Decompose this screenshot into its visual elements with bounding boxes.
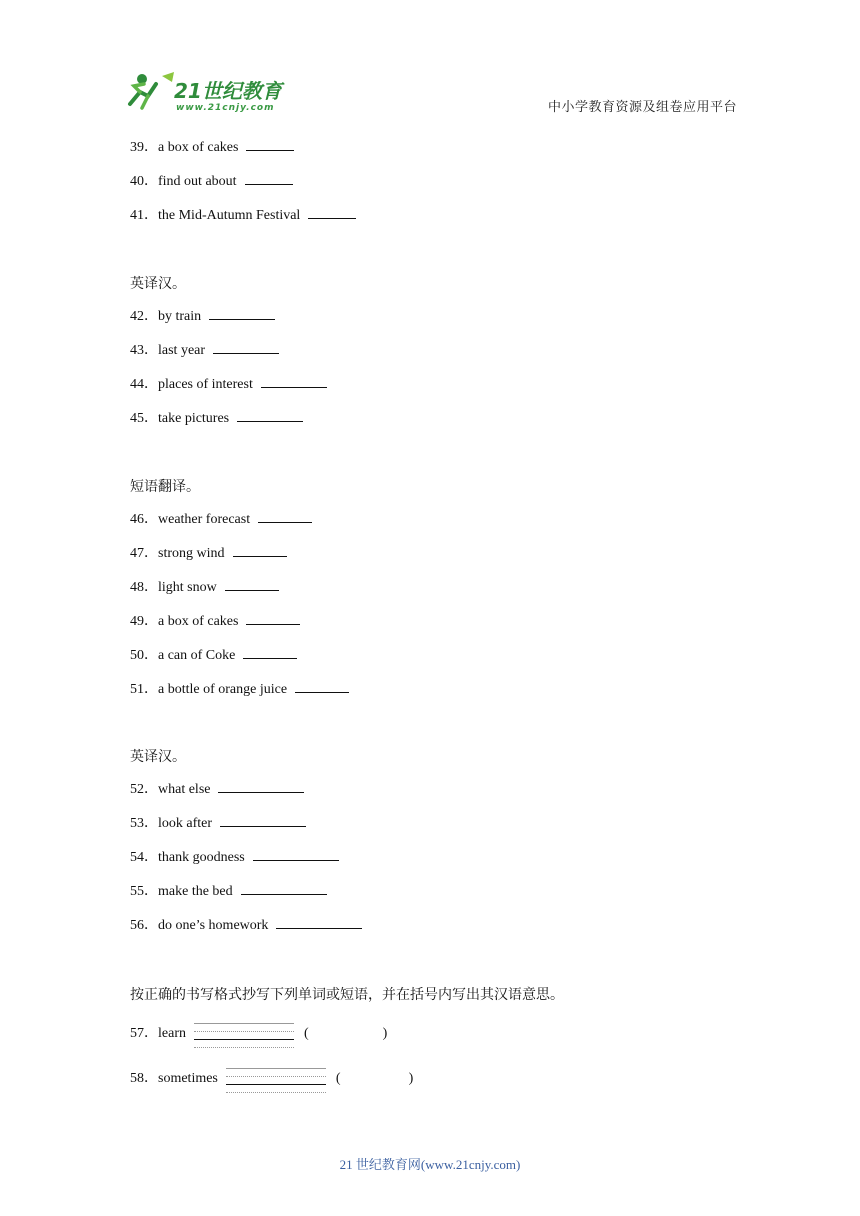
- answer-blank[interactable]: [276, 916, 362, 929]
- handwriting-lines[interactable]: [194, 1023, 294, 1049]
- section-heading: 按正确的书写格式抄写下列单词或短语，并在括号内写出其汉语意思。: [130, 987, 564, 1003]
- question-53: [130, 814, 306, 833]
- question-number: 47．: [130, 546, 158, 561]
- question-55: [130, 882, 327, 901]
- question-41: [130, 206, 356, 225]
- question-text: the Mid-Autumn Festival: [158, 208, 301, 223]
- question-number: 42．: [130, 309, 158, 324]
- question-48: [130, 578, 279, 597]
- question-number: 55．: [130, 884, 158, 899]
- answer-blank[interactable]: [233, 544, 287, 557]
- question-number: 53．: [130, 816, 158, 831]
- answer-blank[interactable]: [308, 206, 356, 219]
- question-text: make the bed: [158, 884, 233, 899]
- question-44: [130, 375, 327, 394]
- question-text: by train: [158, 309, 202, 324]
- answer-blank[interactable]: [241, 882, 327, 895]
- runner-logo-icon: [122, 70, 292, 116]
- open-paren: (: [335, 1071, 341, 1086]
- question-number: 54．: [130, 850, 158, 865]
- question-text: places of interest: [158, 377, 253, 392]
- question-number: 56．: [130, 918, 158, 933]
- question-text: take pictures: [158, 411, 230, 426]
- question-number: 39．: [130, 140, 158, 155]
- section-heading: 英译汉。: [130, 276, 186, 292]
- answer-blank[interactable]: [246, 138, 294, 151]
- section-heading: 短语翻译。: [130, 479, 200, 495]
- question-number: 46．: [130, 512, 158, 527]
- question-text: do one’s homework: [158, 918, 269, 933]
- answer-blank[interactable]: [237, 409, 303, 422]
- question-text: a bottle of orange juice: [158, 682, 288, 697]
- question-number: 58．: [130, 1071, 158, 1086]
- meaning-blank[interactable]: [341, 1070, 409, 1082]
- question-40: [130, 172, 293, 191]
- question-43: [130, 341, 279, 360]
- question-text: find out about: [158, 174, 237, 189]
- question-number: 51．: [130, 682, 158, 697]
- answer-blank[interactable]: [258, 510, 312, 523]
- close-paren: ): [382, 1026, 388, 1041]
- page-header: [0, 0, 860, 130]
- question-text: a box of cakes: [158, 614, 239, 629]
- question-49: [130, 612, 300, 631]
- question-45: [130, 409, 303, 428]
- question-text: sometimes: [158, 1071, 218, 1086]
- question-58: [130, 1068, 413, 1094]
- question-51: [130, 680, 349, 699]
- question-number: 41．: [130, 208, 158, 223]
- platform-name: 中小学教育资源及组卷应用平台: [548, 100, 738, 115]
- logo-url: www.21cnjy.com: [176, 103, 275, 113]
- question-text: learn: [158, 1026, 186, 1041]
- question-text: strong wind: [158, 546, 225, 561]
- question-47: [130, 544, 287, 563]
- answer-blank[interactable]: [246, 612, 300, 625]
- question-50: [130, 646, 297, 665]
- question-text: a can of Coke: [158, 648, 236, 663]
- question-number: 44．: [130, 377, 158, 392]
- question-text: thank goodness: [158, 850, 245, 865]
- question-42: [130, 307, 275, 326]
- question-56: [130, 916, 362, 935]
- question-number: 50．: [130, 648, 158, 663]
- question-54: [130, 848, 339, 867]
- question-number: 52．: [130, 782, 158, 797]
- handwriting-lines[interactable]: [226, 1068, 326, 1094]
- page-footer: 21 世纪教育网(www.21cnjy.com): [339, 1157, 521, 1172]
- answer-blank[interactable]: [225, 578, 279, 591]
- answer-blank[interactable]: [253, 848, 339, 861]
- question-text: look after: [158, 816, 213, 831]
- question-46: [130, 510, 312, 529]
- open-paren: (: [303, 1026, 309, 1041]
- answer-blank[interactable]: [209, 307, 275, 320]
- answer-blank[interactable]: [243, 646, 297, 659]
- meaning-blank[interactable]: [309, 1025, 383, 1037]
- question-number: 40．: [130, 174, 158, 189]
- question-number: 49．: [130, 614, 158, 629]
- answer-blank[interactable]: [213, 341, 279, 354]
- logo-text: 21世纪教育: [174, 79, 282, 103]
- section-heading: 英译汉。: [130, 749, 186, 765]
- question-text: weather forecast: [158, 512, 251, 527]
- question-number: 45．: [130, 411, 158, 426]
- question-number: 43．: [130, 343, 158, 358]
- answer-blank[interactable]: [218, 780, 304, 793]
- answer-blank[interactable]: [220, 814, 306, 827]
- question-52: [130, 780, 304, 799]
- answer-blank[interactable]: [261, 375, 327, 388]
- question-text: what else: [158, 782, 211, 797]
- question-number: 57．: [130, 1026, 158, 1041]
- site-logo: [122, 70, 292, 116]
- question-text: last year: [158, 343, 206, 358]
- question-39: [130, 138, 294, 157]
- close-paren: ): [408, 1071, 414, 1086]
- answer-blank[interactable]: [245, 172, 293, 185]
- question-text: light snow: [158, 580, 217, 595]
- question-number: 48．: [130, 580, 158, 595]
- question-57: [130, 1023, 387, 1049]
- question-text: a box of cakes: [158, 140, 239, 155]
- answer-blank[interactable]: [295, 680, 349, 693]
